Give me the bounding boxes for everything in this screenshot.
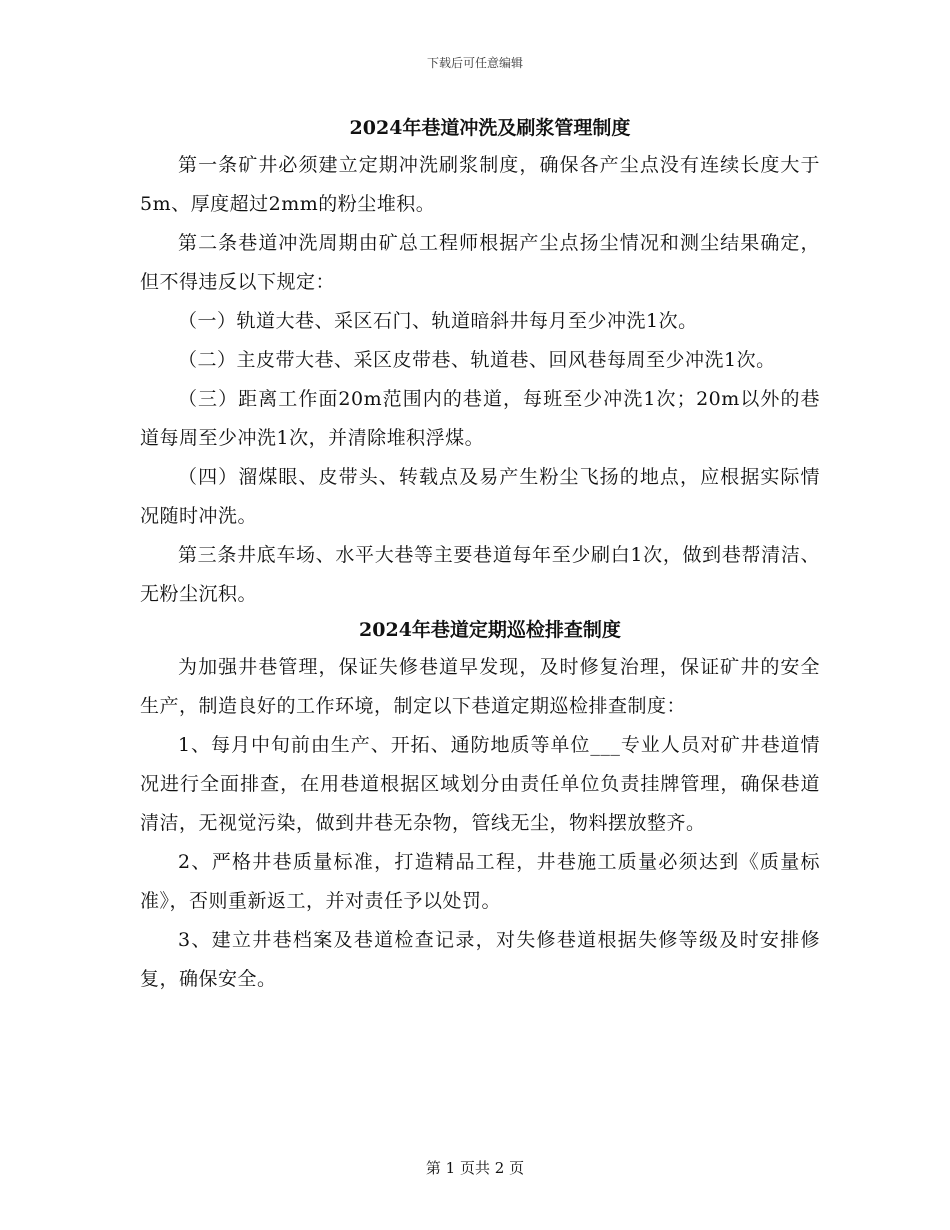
section-inspection xyxy=(140,614,820,999)
paragraph: 3、建立井巷档案及巷道检查记录，对失修巷道根据失修等级及时安排修复，确保安全。 xyxy=(140,929,820,990)
paragraph: （三）距离工作面20m范围内的巷道，每班至少冲洗1次；20m以外的巷道每周至少冲洗1次，并清除堆积浮煤。 xyxy=(140,388,820,449)
section-flushing xyxy=(140,112,820,614)
paragraph: 为加强井巷管理，保证失修巷道早发现，及时修复治理，保证矿井的安全生产，制造良好的工作环境，制定以下巷道定期巡检排查制度： xyxy=(140,656,820,717)
paragraph: 第二条巷道冲洗周期由矿总工程师根据产尘点扬尘情况和测尘结果确定，但不得违反以下规定： xyxy=(140,232,820,293)
paragraph: 1、每月中旬前由生产、开拓、通防地质等单位___专业人员对矿井巷道情况进行全面排查，在用巷道根据区域划分由责任单位负责挂牌管理，确保巷道清洁，无视觉污染，做到井巷无杂物，管线无尘，物料摆放整齐。 xyxy=(140,734,820,834)
paragraph: 2、严格井巷质量标准，打造精品工程，井巷施工质量必须达到《质量标准》，否则重新返工，并对责任予以处罚。 xyxy=(140,851,820,912)
paragraph: （二）主皮带大巷、采区皮带巷、轨道巷、回风巷每周至少冲洗1次。 xyxy=(178,349,776,371)
page-header: 下载后可任意编辑 xyxy=(426,56,523,70)
paragraph: （四）溜煤眼、皮带头、转载点及易产生粉尘飞扬的地点，应根据实际情况随时冲洗。 xyxy=(140,466,820,527)
section-title: 2024年巷道冲洗及刷浆管理制度 xyxy=(349,117,631,139)
paragraph: 第三条井底车场、水平大巷等主要巷道每年至少刷白1次，做到巷帮清洁、无粉尘沉积。 xyxy=(140,544,820,605)
page-footer: 第 1 页共 2 页 xyxy=(425,1159,525,1177)
paragraph: （一）轨道大巷、采区石门、轨道暗斜井每月至少冲洗1次。 xyxy=(178,310,698,332)
paragraph: 第一条矿井必须建立定期冲洗刷浆制度，确保各产尘点没有连续长度大于5m、厚度超过2mm的粉尘堆积。 xyxy=(140,154,820,215)
document-body xyxy=(140,112,820,999)
section-title: 2024年巷道定期巡检排查制度 xyxy=(359,619,621,641)
